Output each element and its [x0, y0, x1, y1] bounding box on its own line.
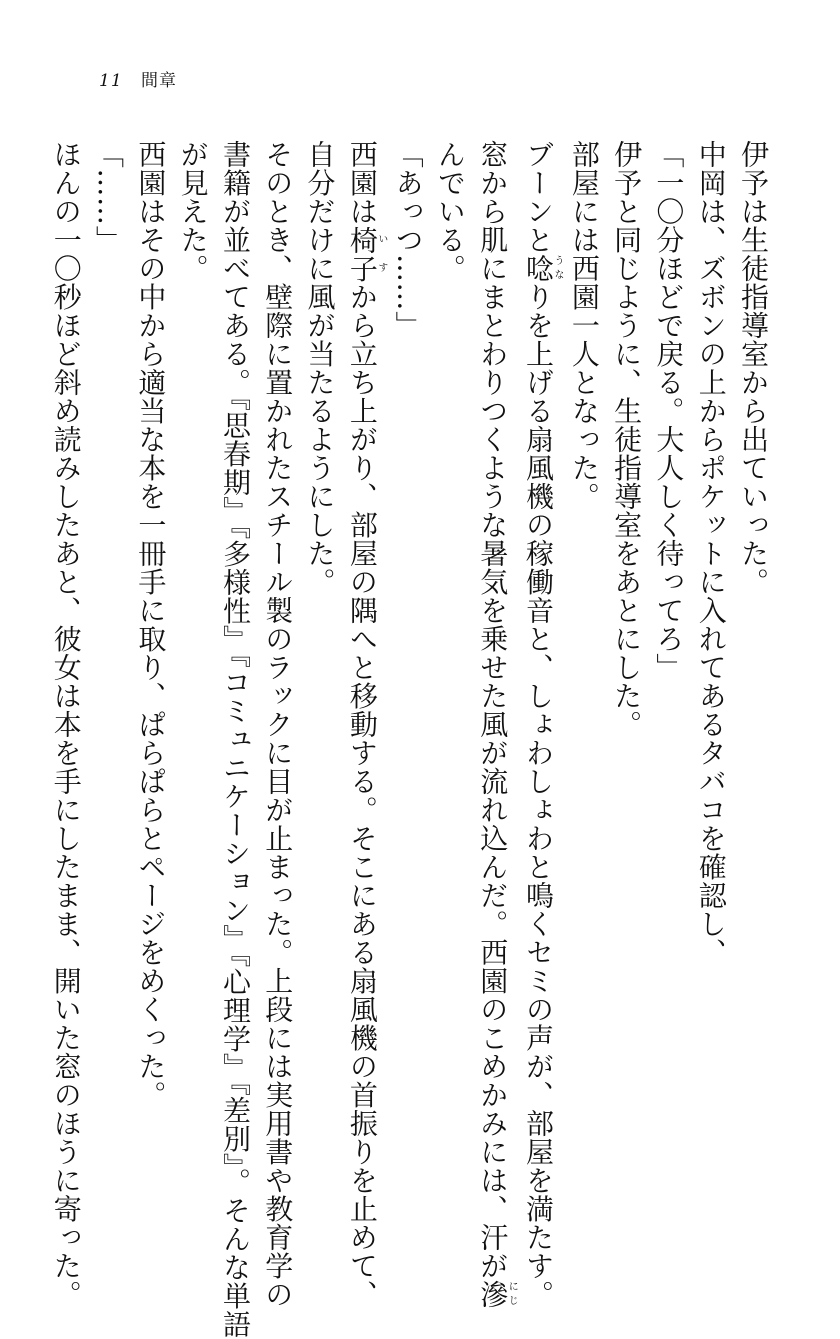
- text-line: 中岡は、ズボンの上からポケットに入れてあるタバコを確認し、: [694, 140, 728, 967]
- text-line: 窓から肌にまとわりつくような暑気を乗せた風が流れ込んだ。西園のこめかみには、汗が滲にじ: [476, 140, 518, 1309]
- text-line: んでいる。: [433, 140, 467, 283]
- text-line: が見えた。: [176, 140, 210, 283]
- chapter-title: 間章: [141, 71, 178, 91]
- body-text: [44, 140, 774, 1339]
- text-line: 部屋には西園一人となった。: [567, 140, 601, 511]
- text-line: 西園は椅子いすから立ち上がり、部屋の隅へと移動する。そこにある扇風機の首振りを止めて、: [345, 140, 387, 1309]
- furigana: 唸うな: [522, 254, 564, 283]
- text-line: 伊予は生徒指導室から出ていった。: [737, 140, 770, 596]
- text-line: 「あっつ……」: [391, 140, 425, 340]
- text-line: 伊予と同じように、生徒指導室をあとにした。: [610, 140, 644, 739]
- page-number: 11: [99, 71, 123, 91]
- text-line: ブーンと唸うなりを上げる扇風機の稼働音と、しょわしょわと鳴くセミの声が、部屋を満たす。: [522, 140, 564, 1309]
- text-line: 書籍が並べてある。『思春期』『多様性』『コミュニケーション』『心理学』『差別』。そんな単語: [218, 140, 252, 1339]
- text-line: 西園はその中から適当な本を一冊手に取り、ぱらぱらとページをめくった。: [134, 140, 168, 1109]
- text-line: 自分だけに風が当たるようにした。: [303, 140, 337, 596]
- running-header: [99, 66, 177, 91]
- text-line: そのとき、壁際に置かれたスチール製のラックに目が止まった。上段には実用書や教育学の: [261, 140, 295, 1309]
- text-line: 「一〇分ほどで戻る。大人しく待ってろ」: [652, 140, 686, 682]
- text-line: 「……」: [92, 140, 126, 254]
- furigana: 椅子いす: [345, 225, 387, 283]
- furigana: 滲にじ: [476, 1280, 518, 1309]
- text-line: ほんの一〇秒ほど斜め読みしたあと、彼女は本を手にしたまま、開いた窓のほうに寄った。: [49, 140, 83, 1309]
